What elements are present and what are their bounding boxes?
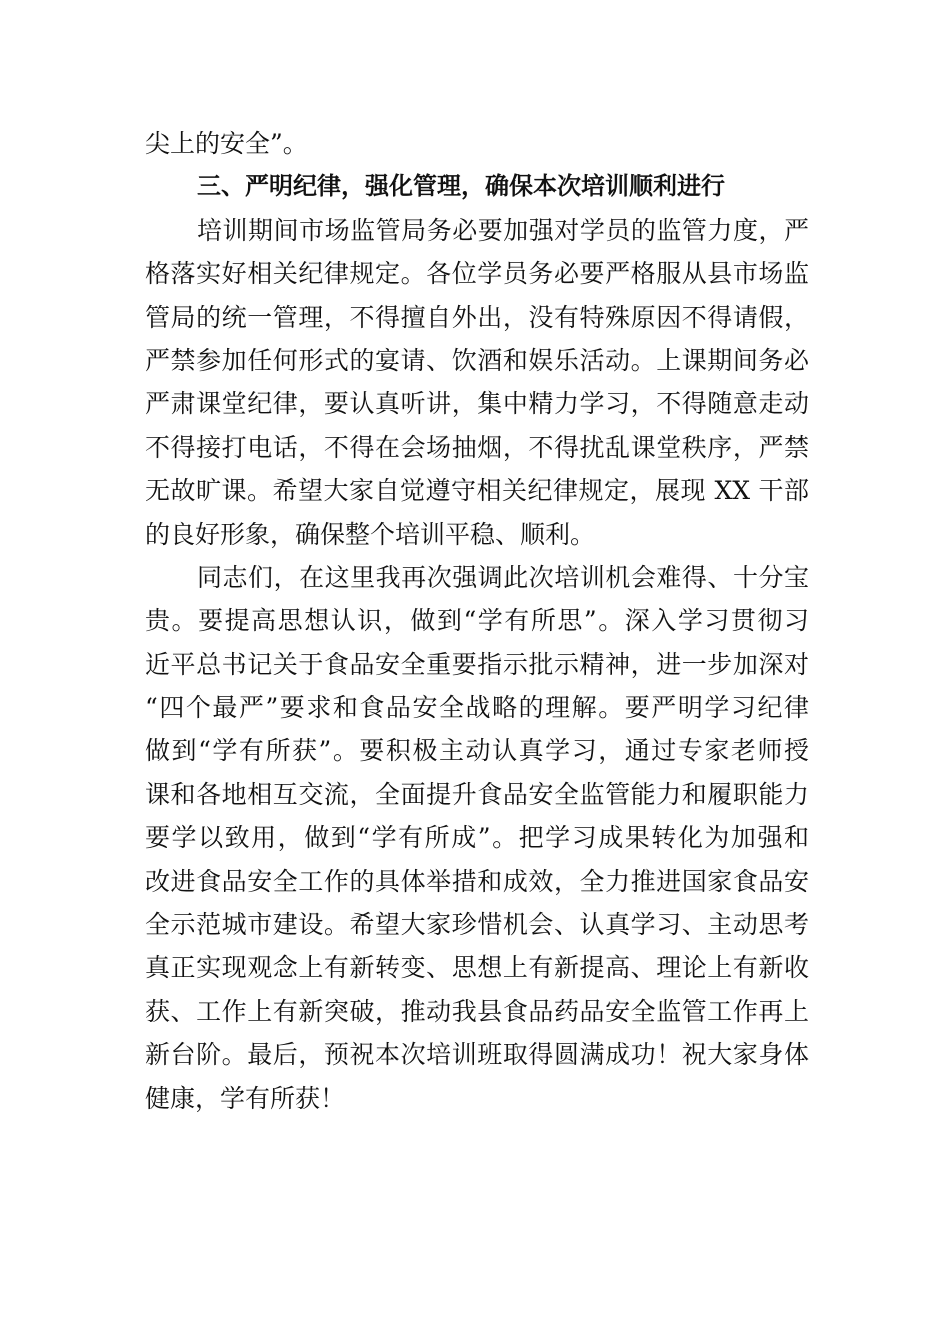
paragraph-line: 管局的统一管理，不得擅自外出，没有特殊原因不得请假， xyxy=(145,302,809,332)
paragraph-line: “四个最严”要求和食品安全战略的理解。要严明学习纪律 xyxy=(145,693,809,723)
paragraph-line: 做到“学有所获”。要积极主动认真学习，通过专家老师授 xyxy=(145,736,809,766)
paragraph-line: 要学以致用，做到“学有所成”。把学习成果转化为加强和 xyxy=(145,823,809,853)
paragraph-line: 真正实现观念上有新转变、思想上有新提高、理论上有新收 xyxy=(145,953,809,983)
paragraph-line: 改进食品安全工作的具体举措和成效，全力推进国家食品安 xyxy=(145,866,809,896)
paragraph-line: 课和各地相互交流，全面提升食品安全监管能力和履职能力 xyxy=(145,779,809,809)
paragraph-line: 健康，学有所获！ xyxy=(145,1083,346,1113)
paragraph-line: 的良好形象，确保整个培训平稳、顺利。 xyxy=(145,519,596,549)
paragraph-line: 不得接打电话，不得在会场抽烟，不得扰乱课堂秩序，严禁 xyxy=(145,432,809,462)
section-heading: 三、严明纪律，强化管理，确保本次培训顺利进行 xyxy=(197,172,725,201)
paragraph-closing xyxy=(145,556,809,1120)
paragraph-line: 严禁参加任何形式的宴请、饮酒和娱乐活动。上课期间务必 xyxy=(145,345,809,375)
intro-line: 尖上的安全”。 xyxy=(145,129,308,158)
paragraph-line: 无故旷课。希望大家自觉遵守相关纪律规定，展现 XX 干部 xyxy=(145,476,809,506)
paragraph-line: 全示范城市建设。希望大家珍惜机会、认真学习、主动思考 xyxy=(145,910,809,940)
paragraph-line: 培训期间市场监管局务必要加强对学员的监管力度，严 xyxy=(197,215,809,245)
paragraph-line: 同志们，在这里我再次强调此次培训机会难得、十分宝 xyxy=(197,562,809,592)
paragraph-line: 严肃课堂纪律，要认真听讲，集中精力学习，不得随意走动 xyxy=(145,389,809,419)
paragraph-line: 格落实好相关纪律规定。各位学员务必要严格服从县市场监 xyxy=(145,259,809,289)
document-body xyxy=(145,122,809,1120)
paragraph-line: 近平总书记关于食品安全重要指示批示精神，进一步加深对 xyxy=(145,649,809,679)
paragraph-discipline xyxy=(145,209,809,556)
paragraph-line: 获、工作上有新突破，推动我县食品药品安全监管工作再上 xyxy=(145,996,809,1026)
paragraph-line: 贵。要提高思想认识，做到“学有所思”。深入学习贯彻习 xyxy=(145,606,809,636)
paragraph-line: 新台阶。最后，预祝本次培训班取得圆满成功！祝大家身体 xyxy=(145,1040,809,1070)
